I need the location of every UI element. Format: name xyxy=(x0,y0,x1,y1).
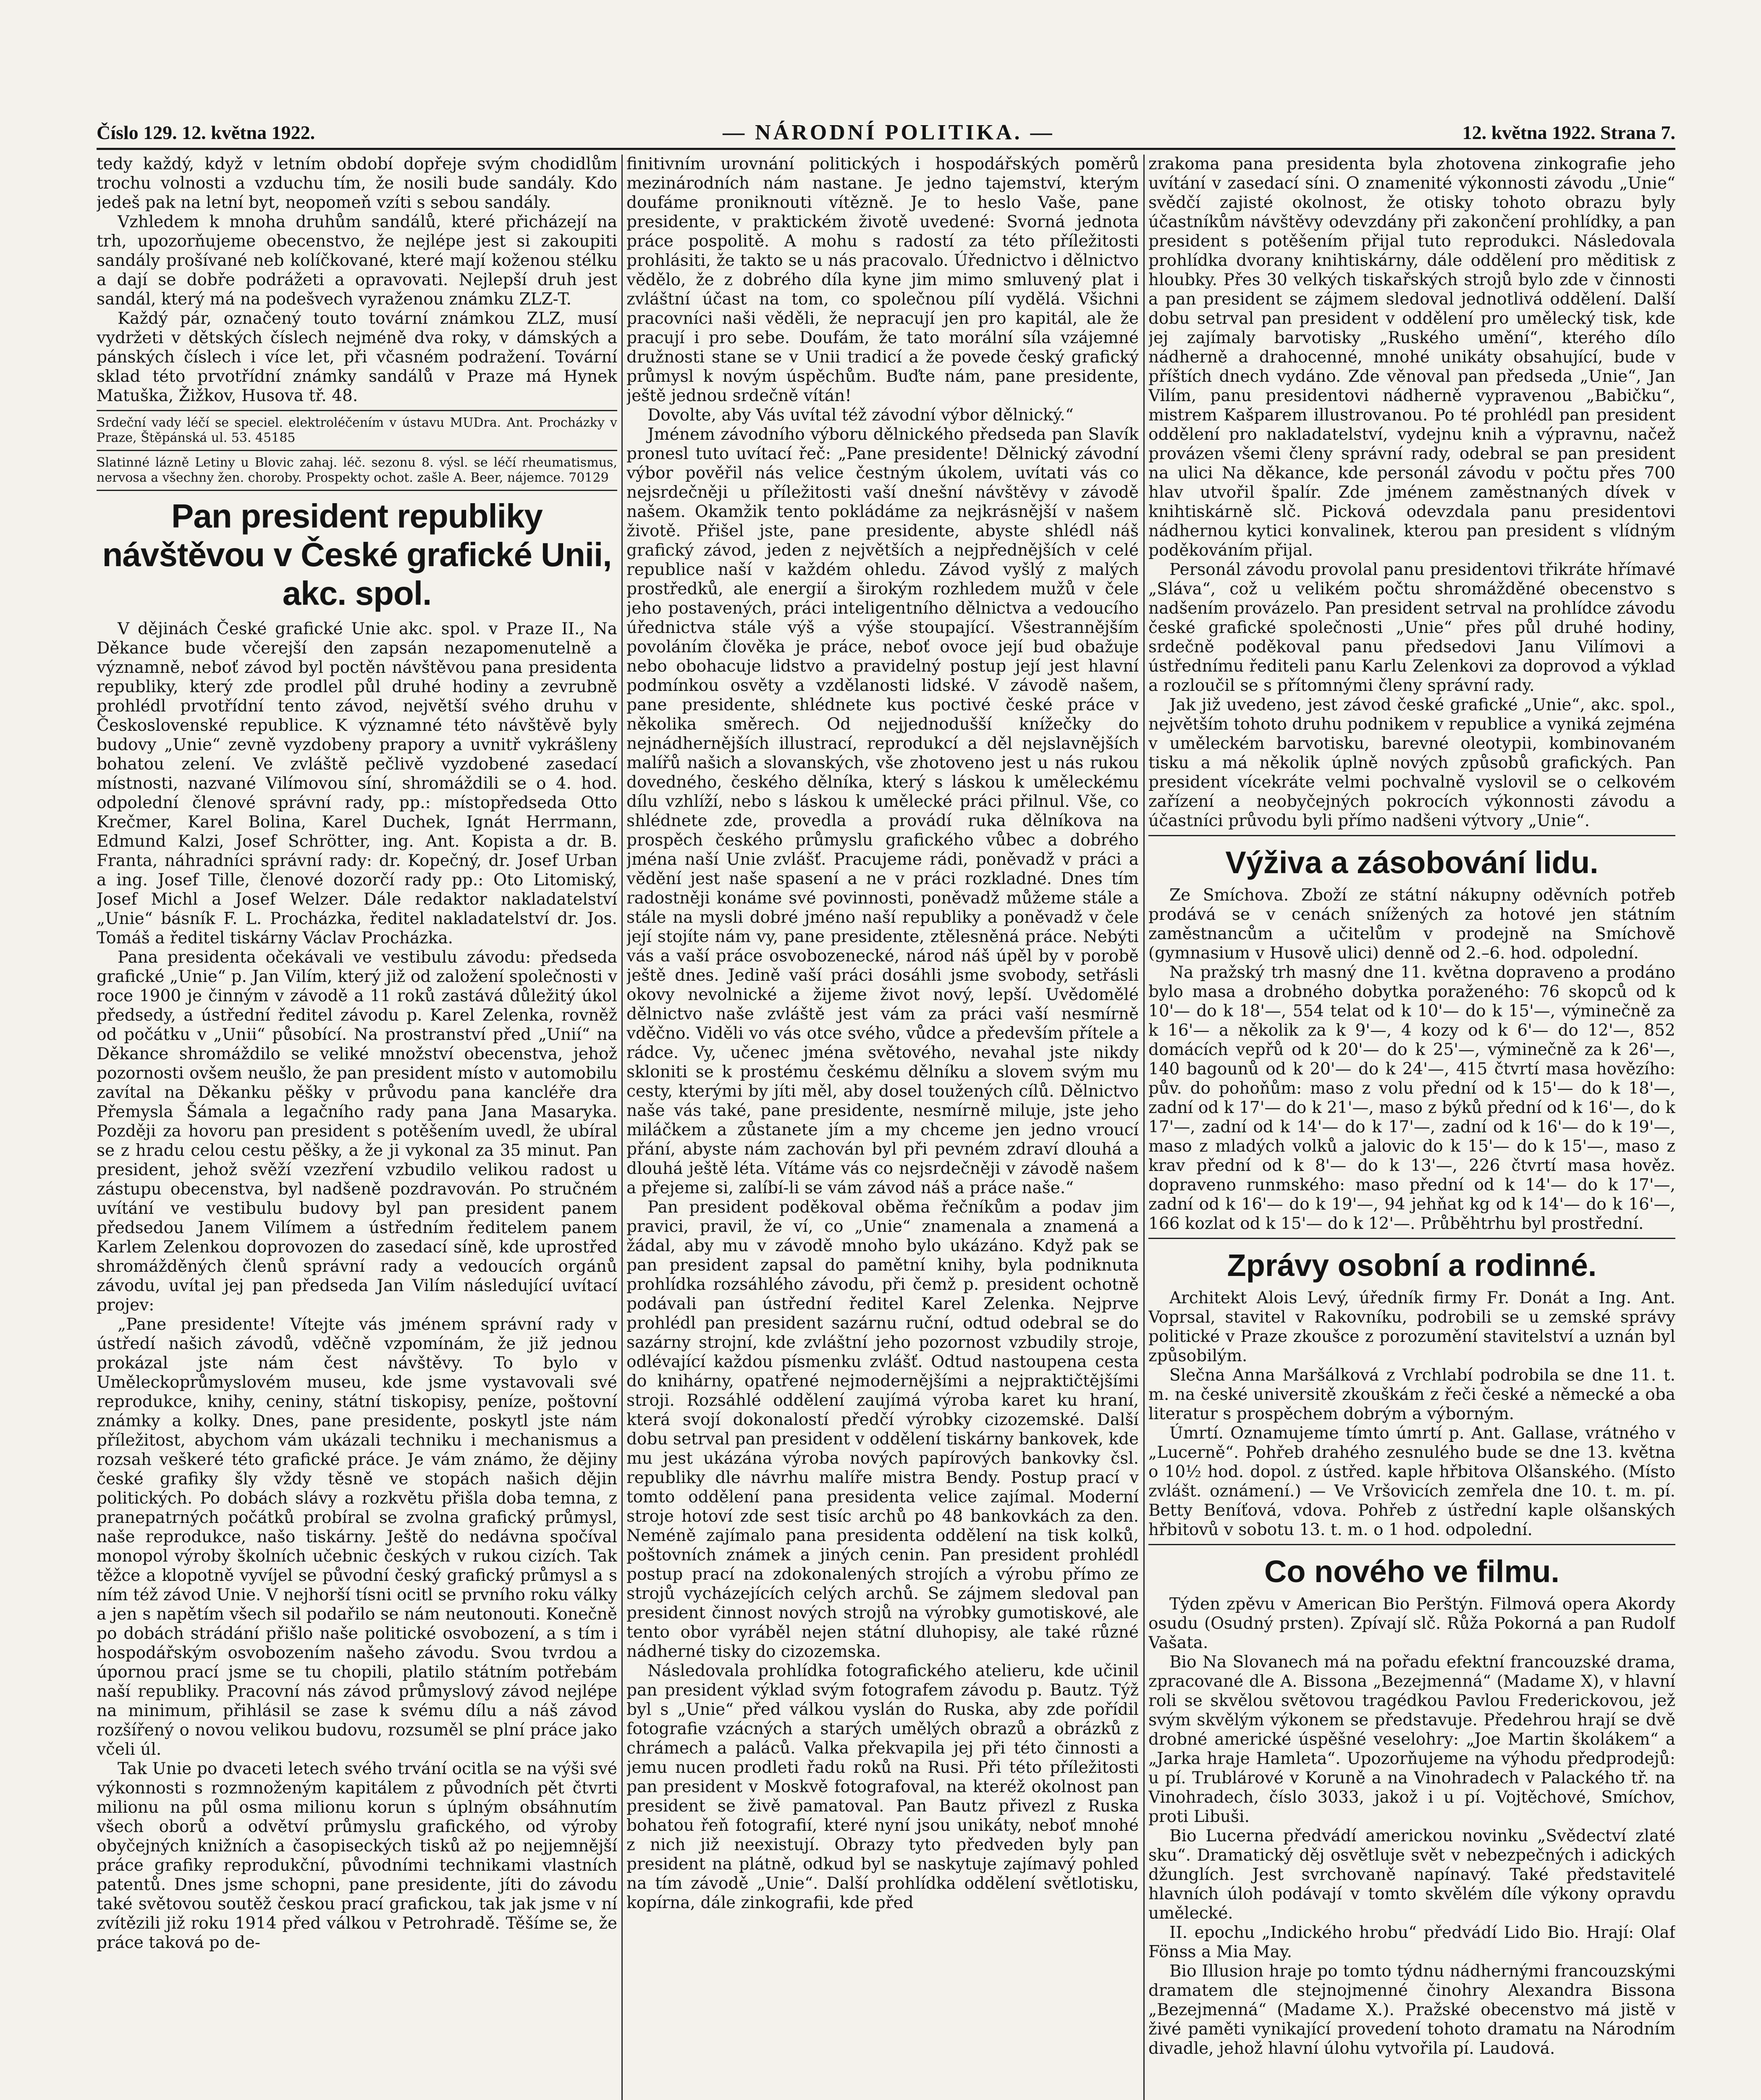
paragraph: Na pražský trh masný dne 11. května dopraveno a prodáno bylo masa a drobného dobytka poraženého: 76 skopců od k 10'— do k 18'—, 554 telat od k 10'— do k 15'—, výminečně za k 16'— a několik za k 9'—, 4 kozy od k 6'— do 12'—, 852 domácích vepřů od k 20'— do k 25'—, výminečně za k 26'—, 140 bagounů od k 20'— do k 24'—, 415 čtvrtí masa hovězího: pův. do pohoňům: maso z volu přední od k 15'— do k 18'—, zadní od k 17'— do k 21'—, maso z býků přední od k 16'—, do k 17'—, zadní od k 14'— do k 17'—, zadní od k 16'— do k 19'—, maso z mladých volků a jalovic do k 15'— do k 15'—, maso z krav přední od k 8'— do k 13'—, 226 čtvrtí masa hověz. dopraveno runmského: maso přední od k 14'— do k 17'—, zadní od k 16'— do k 19'—, 94 jehňat kg od k 14'— do k 16'—, 166 kozlat od k 15'— do k 12'—. Průběhtrhu byl prostřední. xyxy=(1148,963,1675,1233)
masthead xyxy=(97,120,1675,145)
newspaper-title: — NÁRODNÍ POLITIKA. — xyxy=(723,120,1055,144)
issue-number: Číslo 129. 12. května 1922. xyxy=(97,121,315,143)
paragraph: Architekt Alois Levý, úředník firmy Fr. Donát a Ing. Ant. Voprsal, stavitel v Rakovníku, podrobili se u zemské správy politické v Praze zkoušce z porozumění stavitelství a uznán byl způsobilým. xyxy=(1148,1289,1675,1365)
paragraph: Vzhledem k mnoha druhům sandálů, které přicházejí na trh, upozorňujeme obecenstvo, že nejlépe jest si zakoupiti sandály prošívané neb kolíčkované, které mají koženou stélku a dají se dobře podrážeti a opravovati. Nejlepší druh jest sandál, který má na podešvech vyraženou známku ZLZ-T. xyxy=(97,213,617,309)
paragraph: II. epochu „Indického hrobu“ předvádí Lido Bio. Hrají: Olaf Fönss a Mia May. xyxy=(1148,1923,1675,1961)
paragraph: zrakoma pana presidenta byla zhotovena zinkografie jeho uvítání v zasedací síni. O znamenité výkonnosti závodu „Unie“ svědčí zajisté okolnost, že otisky tohoto obrazu byly účastníkům návštěvy odevzdány při zakončení prohlídky, a pan president s potěšením přijal tuto reprodukci. Následovala prohlídka dvorany knihtiskárny, dále oddělení pro měditisk z hloubky. Přes 30 velkých tiskařských strojů bylo zde v činnosti a pan president se zájmem sledoval jednotlivá oddělení. Další dobu setrval pan president v oddělení pro umělecký tisk, kde jej zajímaly barvotisky „Ruského umění“, kterého dílo nádherně a drahocenné, mnohé unikáty obsahující, bude v příštích dnech vydáno. Zde věnoval pan předseda „Unie“, Jan Vilím, panu presidentovi nádherně vypravenou „Babičku“, mistrem Kašparem illustrovanou. Po té prohlédl pan president oddělení pro nakladatelství, vydejnu knih a výpravnu, načež provázen všemi členy správní rady, odebral se pan president na ulici Na děkance, kde personál závodu v počtu přes 700 hlav utvořil špalír. Zde jménem zaměstnaných dívek v knihtiskárně slč. Picková odevzdala panu presidentovi nádhernou kytici konvalinek, kterou pan president s vlídným poděkováním přijal. xyxy=(1148,155,1675,560)
masthead-rule xyxy=(97,148,1675,150)
divider xyxy=(1148,1238,1675,1239)
column-2 xyxy=(626,155,1139,2100)
paragraph: tedy každý, když v letním období dopřeje svým chodidlům trochu volnosti a vzduchu tím, že nosili bude sandály. Kdo jedeš pak na letní byt, neopomeň vzíti s sebou sandály. xyxy=(97,155,617,212)
divider xyxy=(97,410,617,411)
paragraph: Úmrtí. Oznamujeme tímto úmrtí p. Ant. Gallase, vrátného v „Lucerně“. Pohřeb drahého zesnulého bude se dne 13. května o 10½ hod. dopol. z ústřed. kaple hřbitova Olšanského. (Místo zvlášt. oznámení.) — Ve Vršovicích zemřela dne 10. t. m. pí. Betty Beníťová, vdova. Pohřeb z ústřední kaple olšanských hřbitovů v sobotu 13. t. m. o 1 hod. odpolední. xyxy=(1148,1424,1675,1539)
advertisement: Srdeční vady léčí se speciel. elektroléčením v ústavu MUDra. Ant. Procházky v Praze, Štěpánská ul. 53. 45185 xyxy=(97,415,617,445)
paragraph: Jak již uvedeno, jest závod české grafické „Unie“, akc. spol., největším tohoto druhu podnikem v republice a vyniká zejména v uměleckém barvotisku, barevné oleotypii, kombinovaném tisku a má několik úplně nových způsobů grafických. Pan president vícekráte velmi pochvalně vyslovil se o celkovém zařízení a neobyčejných pokrocích výkonnosti závodu a účastníci průvodu byli přímo nadšeni výtvory „Unie“. xyxy=(1148,696,1675,830)
paragraph: Dovolte, aby Vás uvítal též závodní výbor dělnický.“ xyxy=(647,406,1074,425)
paragraph: Každý pár, označený touto tovární známkou ZLZ, musí vydržeti v dětských číslech nejméně dva roky, v dámských a pánských číslech i více let, při včasném podražení. Tovární sklad této prvotřídní známky sandálů v Praze má Hynek Matuška, Žižkov, Husova tř. 48. xyxy=(97,309,617,405)
paragraph: Pan president poděkoval oběma řečníkům a podav jim pravici, pravil, že ví, co „Unie“ znamenala a znamená a žádal, aby mu v závodě mnoho bylo ukázáno. Když pak se pan president zapsal do pamětní knihy, byla podniknuta prohlídka rozsáhlého závodu, při čemž p. president ochotně podávali pan ústřední ředitel Karel Zelenka. Nejprve prohlédl pan president sazárnu ruční, odtud odebral se do sazárny strojní, kde zvláštní jeho pozornost vzbudily stroje, odlévající každou písmenku zvlášť. Odtud nastoupena cesta do knihárny, opatřené nejmodernějšími a nejpraktičtějšími stroji. Rozsáhlé oddělení zaujímá výroba karet ku hraní, která svojí dokonalostí předčí výrobky cizozemské. Další dobu setrval pan president v oddělení tiskárny bankovek, kde mu jest ukázána výroba nových papírových bankovky čsl. republiky dle návrhu malíře mistra Bendy. Postup prací v tomto oddělení pana presidenta velice zajímal. Moderní stroje hotoví zde sest tisíc archů po 48 bankovkách za den. Neméně zajímalo pana presidenta oddělení na tisk kolků, poštovních známek a jiných cenin. Pan president prohlédl postup prací na zdokonalených strojích a výrobu přímo ze strojů vycházejících celých archů. Se zájmem sledoval pan president činnost nových strojů na výrobky gumotiskové, ale tento obor vyráběl nejen státní dluhopisy, ale také různé nádherné tisky do cizozemska. xyxy=(626,1198,1139,1661)
paragraph: Následovala prohlídka fotografického atelieru, kde učinil pan president výklad svým fotografem závodu p. Bautz. Týž byl s „Unie“ před válkou vyslán do Ruska, aby zde pořídil fotografie vzácných a starých umělých obrazů a obrázků z chrámech a paláců. Valka překvapila jej při této činnosti a jemu nucen prodleti řadu roků na Rusi. Při této příležitosti pan president v Moskvě fotografoval, na kteréž okolnost pan president se živě pamatoval. Pan Bautz přivezl z Ruska bohatou řeň fotografií, které nyní jsou unikáty, neboť mnohé z nich již neexistují. Obrazy tyto předveden byly pan president na plátně, odkud byl se naskytuje zajímavý pohled na tím závodě „Unie“. Další prohlídka oddělení světlotisku, kopírna, dále zinkografii, kde před xyxy=(626,1662,1139,1912)
column-divider xyxy=(1143,155,1145,2100)
section-heading: Výživa a zásobování lidu. xyxy=(1225,845,1599,880)
paragraph: Personál závodu provolal panu presidentovi třikráte hřímavé „Sláva“, což u velikém počtu shromážděné obecenstvo s nadšením provázelo. Pan president setrval na prohlídce závodu české grafické společnosti „Unie“ přes půl druhé hodiny, srdečně poděkoval panu předsedovi Janu Vilímovi a ústřednímu řediteli panu Karlu Zelenkovi za doprovod a výklad a rozloučil se s přítomnými členy správní rady. xyxy=(1148,560,1675,695)
column-3 xyxy=(1148,155,1675,2100)
column-1 xyxy=(97,155,617,2100)
date-page: 12. května 1922. Strana 7. xyxy=(1462,121,1675,143)
paragraph: Bio Illusion hraje po tomto týdnu nádhernými francouzskými dramatem dle stejnojmenné činohry Alexandra Bissona „Bezejmenná“ (Madame X.). Pražské obecenstvo má jistě v živé paměti vynikající provedení tohoto dramatu na Národním divadle, jehož hlavní úlohu vytvořila pí. Laudová. xyxy=(1148,1962,1675,2058)
column-divider xyxy=(621,155,623,2100)
advertisement: Slatinné lázně Letiny u Blovic zahaj. léč. sezonu 8. výsl. se léčí rheumatismus, nervosa a všechny žen. choroby. Prospekty ochot. zašle A. Beer, nájemce. 70129 xyxy=(97,455,617,485)
paragraph: Jménem závodního výboru dělnického předseda pan Slavík pronesl tuto uvítací řeč: „Pane presidente! Dělnický závodní výbor pověřil nás velice čestným úkolem, uvítati vás co nejsrdečněji u příležitosti vaší dnešní návštěvy v závodě našem. Okamžik tento pokládáme za nejkrásnější v našem životě. Přišel jste, pane presidente, abyste shlédl náš grafický závod, jeden z největších a nejpřednějších v celé republice naší v každém ohledu. Závod vyšlý z malých prostředků, ale energií a širokým rozhledem mužů v čele jeho postavených, práci inteligentního dělnictva a vedoucího úřednictva stále výš a výše stoupající. Všestrannějším povoláním člověka je práce, neboť ovoce její bud obažuje nebo obohacuje lidstvo a pravidelný postup její jest hlavní podmínkou osvěty a vzdělanosti lidské. V závodě našem, pane presidente, shlédnete kus poctivé české práce v několika směrech. Od nejjednodušší knížečky do nejnádhernějších illustrací, reprodukcí a děl nejslavnějších malířů našich a slovanských, vše zhotoveno jest u nás rukou dovedného, českého dělníka, který s láskou k uměleckému dílu vzhlíží, nebo s láskou k umělecké práci přilnul. Vše, co shlédnete zde, provedla a provádí ruka dělníkova na prospěch českého průmyslu grafického vůbec a dobrého jména naší Unie zvlášť. Pracujeme rádi, poněvadž v práci a vědění jest naše spasení a ne v práci rozkladné. Dnes tím radostněji konáme své povinnosti, poněvadž můžeme stále a stále na mysli dobré jméno naší republiky a poněvadž v čele její stojíte nám vy, pane presidente, ztělesněná práce. Nebýti vás a vaší práce osvobozenecké, národ náš úpěl by v porobě ještě dnes. Jedině vaší práci dosáhli jsme svobody, setřásli okovy nevolnické a žijeme život nový, lepší. Uvědomělé dělnictvo naše zvláště jest vám za práci vaší nesmírně vděčno. Viděli vo vás otce svého, vůdce a především přítele a rádce. Vy, učenec jména světového, nevahal jste nikdy skloniti se k prostému českému dělníku a slovem svým mu cesty, kterými by jíti měl, aby dosel toužených cílů. Dělnictvo naše vás také, pane presidente, nesmírně miluje, jste jeho miláčkem a zůstanete jím a my chceme jen jedno vroucí přání, abyste nám zachován byl při pevném zdraví dlouhá a dlouhá ještě léta. Vítáme vás co nejsrdečněji v závodě našem a přejeme si, zalíbí-li se vám závod náš a práce naše.“ xyxy=(626,425,1139,1197)
paragraph: Týden zpěvu v American Bio Perštýn. Filmová opera Akordy osudu (Osudný prsten). Zpívají slč. Růža Pokorná a pan Rudolf Vašata. xyxy=(1148,1595,1675,1652)
paragraph: Ze Smíchova. Zboží ze státní nákupny oděvních potřeb prodává se v cenách snížených za hotové jen státním zaměstnancům a učitelům v prodejně na Smíchově (gymnasium v Husově ulici) denně od 2.–6. hod. odpolední. xyxy=(1148,886,1675,963)
article-headline: Pan president republiky návštěvou v České grafické Unii, akc. spol. xyxy=(102,497,612,612)
paragraph: V dějinách České grafické Unie akc. spol. v Praze II., Na Děkance bude včerejší den zapsán nezapomenutelně a významně, neboť závod byl poctěn návštěvou pana presidenta republiky, který zde prodlel půl druhé hodiny a zevrubně prohlédl prvotřídní tento závod, největší svého druhu v Československé republice. K významné této návštěvě byly budovy „Unie“ zevně vyzdobeny prapory a uvnitř vykrášleny bohatou zelení. Ve zvláště pečlivě vyzdobené zasedací místnosti, nazvané Vilímovou síní, shromáždili se o 4. hod. odpolední členové správní rady, pp.: místopředseda Otto Krečmer, Karel Bolina, Karel Duchek, Ignát Herrmann, Edmund Kalzi, Josef Schrötter, ing. Ant. Kopista a dr. B. Franta, náhradníci správní rady: dr. Kopečný, dr. Josef Urban a ing. Josef Tille, členové dozorčí rady pp.: Oto Litomiský, Josef Michl a Josef Welzer. Dále redaktor nakladatelství „Unie“ básník F. L. Procházka, ředitel nakladatelství dr. Jos. Tomáš a ředitel tiskárny Václav Procházka. xyxy=(97,620,617,948)
divider xyxy=(1148,1544,1675,1545)
divider xyxy=(1148,835,1675,836)
paragraph: Bio Lucerna předvádí americkou novinku „Svědectví zlaté sku“. Dramatický děj osvětluje svět v nebezpečných i adických džunglích. Jest svrchovaně napínavý. Také představitelé hlavních úloh podávají v tomto skvělém díle výkony opravdu umělecké. xyxy=(1148,1827,1675,1923)
paragraph: finitivním urovnání politických i hospodářských poměrů mezinárodních nám nastane. Je jedno tajemství, kterým doufáme proniknouti vítězně. Je to heslo Vaše, pane presidente, v praktickém životě uvedené: Svorná jednota práce pospolitě. A mohu s radostí za této příležitosti prohlásiti, že takto se u nás pracovalo. Úřednictvo i dělnictvo vědělo, že z dobrého díla kyne jim mimo smluvený plat i zvláštní účast na tom, co společnou pílí vydělá. Všichni pracovníci naši věděli, že nepracují jen pro kapitál, ale že pracují i pro sebe. Doufám, že tato morální síla vzájemné družnosti stane se v Unii tradicí a že povede český grafický průmysl k novým úspěchům. Buďte nám, pane presidente, ještě jednou srdečně vítán! xyxy=(626,155,1139,405)
divider xyxy=(97,490,617,491)
paragraph: Tak Unie po dvaceti letech svého trvání ocitla se na výši své výkonnosti s rozmnoženým kapitálem z původních pět čtvrti milionu na půl osma milionu korun s úplným obsáhnutím všech oborů a odvětví průmyslu grafického, od výroby obyčejných knižních a časopiseckých tisků až po nejjemnější práce grafiky reprodukční, původními technikami vlastních patentů. Dnes jsme schopni, pane presidente, jíti do závodu také světovou soutěž českou prací grafickou, tak jak jsme v ní zvítězili již roku 1914 před válkou v Petrohradě. Těšíme se, že práce taková po de- xyxy=(97,1759,617,1952)
paragraph: Bio Na Slovanech má na pořadu efektní francouzské drama, zpracované dle A. Bissona „Bezejmenná“ (Madame X), v hlavní roli se skvělou světovou tragédkou Pavlou Frederickovou, jež svým skvělým výkonem se představuje. Předehrou hrají se dvě drobné americké úspěšné veselohry: „Joe Martin školákem“ a „Jarka hraje Hamleta“. Upozorňujeme na výhodu předprodejů: u pí. Trublárové v Koruně a na Vinohradech v Palackého tř. na Vinohradech, číslo 3033, jakož i u pí. Vojtěchové, Smíchov, proti Libuši. xyxy=(1148,1653,1675,1826)
paragraph: Slečna Anna Maršálková z Vrchlabí podrobila se dne 11. t. m. na české universitě zkouškám z řeči české a německé a oba literatur s prospěchem dobrým a výborným. xyxy=(1148,1366,1675,1423)
section-heading: Co nového ve filmu. xyxy=(1264,1554,1560,1589)
divider xyxy=(97,450,617,451)
paragraph: „Pane presidente! Vítejte vás jménem správní rady v ústředí našich závodů, vděčně vzpomínám, že již jednou prokázal jste nám čest návštěvy. To bylo v Uměleckoprůmyslovém museu, kde jsme vystavovali své reprodukce, knihy, ceniny, státní tiskopisy, peníze, poštovní známky a kolky. Dnes, pane presidente, poskytl jste nám příležitost, abychom vám ukázali techniku i mechanismus a rozsah veškeré této grafické práce. Je vám známo, že dějiny české grafiky šly vždy těsně ve stopách našich dějin politických. Po dobách slávy a rozkvětu přišla doba temna, z pranepatrných počátků probíral se zvolna grafický průmysl, naše reprodukce, našo tiskárny. Ještě do nedávna spočíval monopol výroby školních učebnic českých v rukou cizích. Tak těžce a klopotně vyvíjel se původní český grafický průmysl a s ním též závod Unie. V nejhorší tísni ocitl se prvního roku války a jen s napětím všech sil podařilo se nám neutonouti. Konečně po dobách strádání přišlo naše politické osvobození, a s tím i hospodářským osvobozením našeho závodu. Svou tvrdou a úpornou prací jsme se tu chopili, platilo státním potřebám naší republiky. Pracovní nás závod průmyslový závod nejlépe na minimum, přihlásil se zase k svému dílu a náš závod rozšířený o novou velikou budovu, rozsuměl se plní práce jako včeli úl. xyxy=(97,1315,617,1759)
section-heading: Zprávy osobní a rodinné. xyxy=(1227,1248,1597,1283)
paragraph: Pana presidenta očekávali ve vestibulu závodu: předseda grafické „Unie“ p. Jan Vilím, který již od založení společnosti v roce 1900 je činným v závodě a 11 roků zastává důležitý úkol předsedy, a ústřední ředitel závodu p. Karel Zelenka, rovněž od počátku v „Unii“ působící. Na prostranství před „Unií“ na Děkance shromáždilo se veliké množství obecenstva, jehož pozornosti ovšem neušlo, že pan president místo v automobilu zavítal na Děkanku pěšky v průvodu pana kancléře dra Přemysla Šámala a legačního rady pana Jana Masaryka. Později za hovoru pan president s potěšením uvedl, že ubíral se z hradu celou cestu pěšky, a že ji vykonal za 35 minut. Pan president, jehož svěží vzezření vzbudilo velikou radost u zástupu obecenstva, byl nadšeně pozdravován. Po stručném uvítání ve vestibulu budovy byl pan president panem předsedou Janem Vilímem a ústředním ředitelem panem Karlem Zelenkou doprovozen do zasedací síně, kde uprostřed shromážděných členů správní rady a vedoucích orgánů závodu, uvítal jej pan předseda Jan Vilím následující uvítací projev: xyxy=(97,948,617,1315)
